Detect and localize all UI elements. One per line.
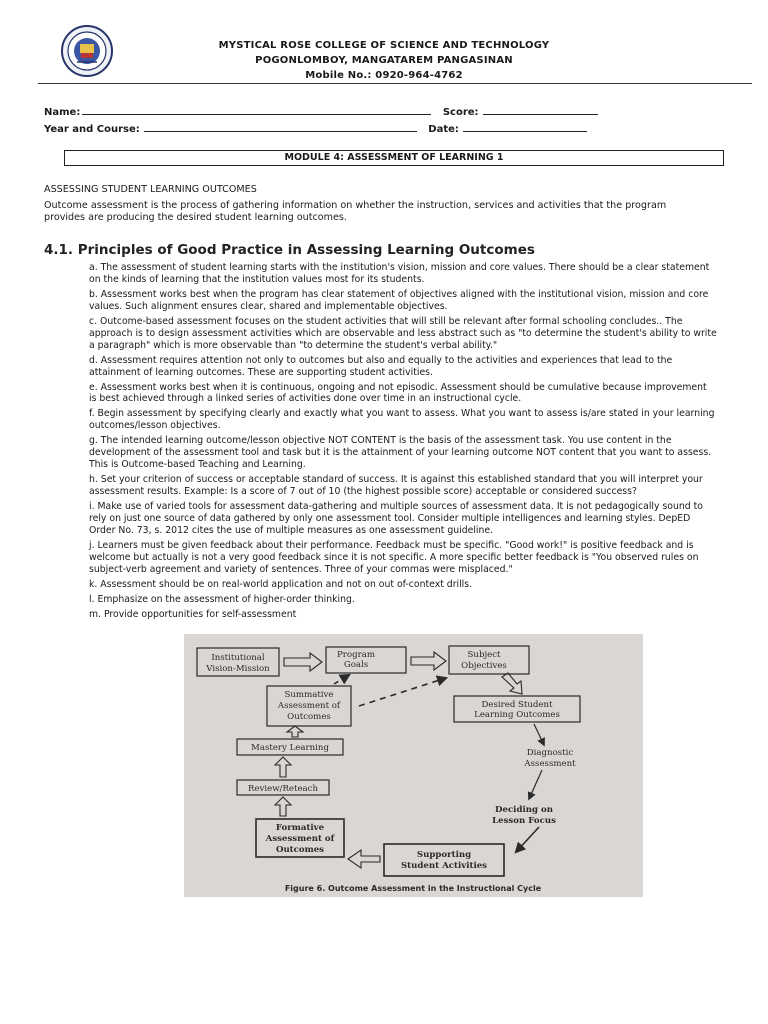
- principle-item: k. Assessment should be on real-world application and not on out of-context drills.: [89, 578, 473, 590]
- principles-list: [89, 262, 717, 624]
- node-supporting-box: [384, 844, 504, 876]
- node-mastery-label: Mastery Learning: [251, 743, 329, 753]
- principle-item: g. The intended learning outcome/lesson objective NOT CONTENT is the basis of the assessment task. You use content in the development of the assessment tool and task but it is the attainment of your learning outcome NOT content that you want to assess. This is Outcome-based Teaching and Learning.: [89, 435, 712, 471]
- principle-item: e. Assessment works best when it is continuous, ongoing and not episodic. Assessment should be cumulative because improvement is best achieved through a linked series of activities done over time in an instructional cycle.: [89, 381, 707, 405]
- score-label: Score:: [442, 107, 479, 118]
- student-fields: [44, 103, 744, 137]
- section-title: 4.1. Principles of Good Practice in Assessing Learning Outcomes: [44, 242, 535, 258]
- node-program-label: Program Goals: [337, 650, 375, 670]
- node-review-label: Review/Reteach: [247, 784, 319, 794]
- intro-section: [44, 184, 704, 225]
- node-supporting-label: Supporting Student Activities: [400, 850, 488, 871]
- arrow-supporting-to-formative: [348, 850, 380, 868]
- document-header: [0, 0, 768, 86]
- principle-item: j. Learners must be given feedback about their performance. Feedback must be specific. "Good work!" is positive feedback and is welcome but actually is not a very good feedback since it is not specific. A more specific better feedback is "You observed rules on subject-verb agreement and variety of sentences. Three of your commas were misplaced.": [89, 539, 699, 575]
- arrow-formative-to-review: [275, 797, 291, 816]
- node-diagnostic-label: Diagnostic Assessment: [524, 748, 576, 769]
- arrow-desired-to-diagnostic: [534, 724, 544, 745]
- date-blank[interactable]: [463, 120, 587, 132]
- principle-item: l. Emphasize on the assessment of higher-order thinking.: [89, 593, 355, 605]
- intro-title: ASSESSING STUDENT LEARNING OUTCOMES: [44, 184, 257, 195]
- school-name: MYSTICAL ROSE COLLEGE OF SCIENCE AND TECHNOLOGY: [218, 40, 550, 51]
- school-mobile: Mobile No.: 0920-964-4762: [305, 70, 463, 81]
- school-address: POGONLOMBOY, MANGATAREM PANGASINAN: [255, 55, 513, 66]
- header-divider: [38, 83, 752, 84]
- node-vision-label: Institutional Vision-Mission: [206, 653, 270, 674]
- node-desired-label: Desired Student Learning Outcomes: [474, 700, 560, 720]
- arrow-subject-to-desired: [502, 673, 522, 694]
- intro-text: Outcome assessment is the process of gathering information on whether the instruction, services and activities that the program provides are producing the desired student learning outcomes.: [44, 199, 667, 223]
- node-summative-label: Summative Assessment of Outcomes: [277, 690, 341, 722]
- year-course-label: Year and Course:: [44, 124, 140, 135]
- principle-item: b. Assessment works best when the program has clear statement of objectives aligned with the institutional vision, mission and core values. Such alignment ensures clear, shared and implementable objectives.: [89, 288, 709, 312]
- module-title: MODULE 4: ASSESSMENT OF LEARNING 1: [64, 150, 724, 166]
- school-seal-icon: [60, 24, 114, 78]
- arrow-program-to-subject: [411, 652, 446, 670]
- year-course-blank[interactable]: [144, 120, 417, 132]
- arrow-review-to-mastery: [275, 757, 291, 777]
- score-blank[interactable]: [483, 103, 598, 115]
- arrow-deciding-to-supporting: [516, 827, 539, 852]
- field-row-year: [44, 120, 744, 137]
- name-blank[interactable]: [82, 103, 431, 115]
- principle-item: d. Assessment requires attention not only to outcomes but also and equally to the activities and experiences that lead to the attainment of learning outcomes. These are supporting student activities.: [89, 354, 673, 378]
- school-info: [150, 38, 618, 83]
- node-subject-label: Subject Objectives: [461, 650, 507, 671]
- principle-item: a. The assessment of student learning starts with the institution's vision, mission and core values. There should be a clear statement on the kinds of learning that the institution values most for its students.: [89, 262, 710, 285]
- dashed-summative-to-subject: [359, 678, 446, 706]
- figure-caption: Figure 6. Outcome Assessment in the Instructional Cycle: [284, 884, 542, 893]
- arrow-diagnostic-to-deciding: [529, 770, 542, 799]
- arrow-mastery-to-summative: [287, 726, 303, 737]
- field-row-name: [44, 103, 744, 120]
- principle-item: f. Begin assessment by specifying clearly and exactly what you want to assess. What you want to assess is/are stated in your learning outcomes/lesson objectives.: [89, 408, 715, 432]
- principle-item: i. Make use of varied tools for assessment data-gathering and multiple sources of assessment data. It is not pedagogically sound to rely on just one source of data gathered by only one assessment tool. Consider multiple intelligences and learning styles. DepED Order No. 73, s. 2012 cites the use of multiple measures as one assessment guideline.: [89, 501, 703, 536]
- principle-item: h. Set your criterion of success or acceptable standard of success. It is against this established standard that you will interpret your assessment results. Example: Is a score of 7 out of 10 (the highest possible score) acceptable or considered success?: [89, 474, 703, 498]
- principle-item: c. Outcome-based assessment focuses on the student activities that will still be relevant after formal schooling concludes.. The approach is to design assessment activities which are observable and less abstract such as "to determine the student's ability to write a paragraph" which is more observable than "to determine the student's verbal ability.": [89, 315, 717, 351]
- node-formative-label: Formative Assessment of Outcomes: [265, 823, 335, 855]
- arrow-vision-to-program: [284, 653, 322, 671]
- dashed-summative-to-program: [334, 675, 349, 684]
- figure-outcome-assessment-cycle: [184, 634, 643, 897]
- name-label: Name:: [44, 107, 81, 118]
- principle-item: m. Provide opportunities for self-assessment: [89, 608, 297, 620]
- date-label: Date:: [428, 124, 459, 135]
- node-deciding-label: Deciding on Lesson Focus: [492, 805, 556, 826]
